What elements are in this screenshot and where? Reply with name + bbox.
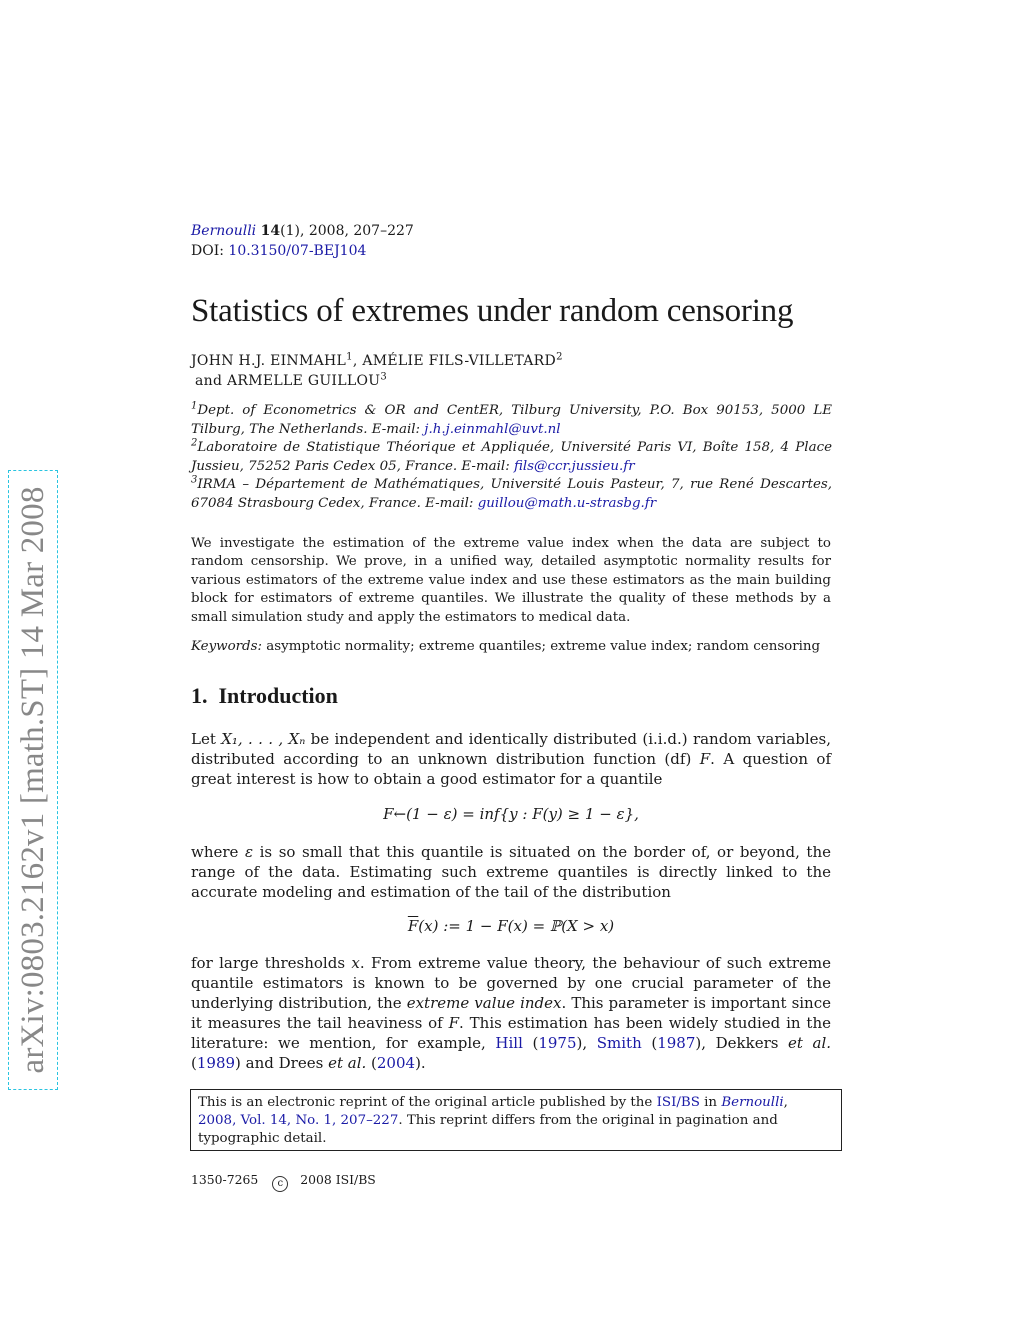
affiliation-sup: 1 (191, 400, 198, 412)
math: X₁, . . . , Xₙ (221, 730, 306, 748)
journal-link[interactable]: Bernoulli (191, 223, 257, 239)
citation-link[interactable]: 1987 (657, 1034, 696, 1052)
equation-tail (191, 916, 831, 936)
math-fbar: $\overline{F}$ (407, 917, 419, 935)
reprint-notice: This is an electronic reprint of the original article published by the ISI/BS in Bernoulli, 2008, Vol. 14, No. 1, 207–227. This reprint differs from the original in pagination and typographic detail. (190, 1089, 842, 1151)
affiliation-3 (191, 476, 832, 513)
affiliation-text: IRMA – Département de Mathématiques, Université Louis Pasteur, 7, rue René Descartes, 67084 Strasbourg Cedex, France. E-mail: (191, 477, 832, 511)
author-and: and (195, 373, 227, 389)
citation-link[interactable]: 1989 (196, 1054, 236, 1072)
email-link[interactable]: fils@ccr.jussieu.fr (513, 458, 635, 474)
journal-volume: 14 (260, 223, 281, 239)
abstract: We investigate the estimation of the extreme value index when the data are subject to random censorship. We prove, in a unified way, detailed asymptotic normality results for various estimators of the extreme value index and use these estimators as the main building block for estimators of extreme quantiles. We illustrate the quality of these methods by a small simulation study and apply the estimators to medical data. (191, 536, 831, 625)
section-title: Introduction (218, 683, 338, 708)
citation-link[interactable]: 1975 (538, 1034, 577, 1052)
copyright-text: 2008 ISI/BS (300, 1172, 376, 1187)
text: in (699, 1095, 722, 1110)
text: . This parameter is important since it measures the tail heaviness of (191, 994, 831, 1032)
keywords (191, 638, 820, 656)
text: Let (191, 730, 222, 748)
affiliation-sup: 2 (191, 437, 198, 449)
citation-link[interactable]: 2004 (376, 1054, 416, 1072)
journal-citation (191, 222, 414, 241)
section-number: 1. (191, 683, 208, 708)
authors-line-2 (195, 373, 387, 389)
author-einmahl: JOHN H.J. EINMAHL (191, 353, 347, 369)
journal-link[interactable]: Bernoulli (721, 1095, 784, 1110)
author-sup-3: 3 (380, 371, 388, 383)
author-sup-1: 1 (346, 351, 353, 363)
email-link[interactable]: j.h.j.einmahl@uvt.nl (424, 421, 561, 437)
equation-quantile: F←(1 − ε) = inf{y : F(y) ≥ 1 − ε}, (383, 805, 639, 823)
math: (x) := 1 − F(x) = ℙ(X > x) (418, 917, 615, 935)
author-sup-2: 2 (556, 351, 563, 363)
paragraph-1 (191, 729, 831, 789)
issn: 1350-7265 (191, 1172, 259, 1187)
emphasis: et al. (328, 1054, 367, 1072)
affiliation-2 (191, 439, 832, 476)
math: F (699, 750, 711, 768)
doi-label: DOI: (191, 243, 224, 259)
paragraph-3: for large thresholds x. From extreme value theory, the behaviour of such extreme quantile estimators is known to be governed by one crucial parameter of the underlying distribution, the extreme value index. This parameter is important since it measures the tail heaviness of F. This estimation has been widely studied in the literature: we mention, for example, Hill (1975), Smith (1987), Dekkers et al. (1989) and Drees et al. (2004). (191, 954, 832, 1072)
text: . This estimation has been widely studied in the literature: we mention, for example, (191, 1014, 832, 1052)
affiliation-1 (191, 402, 832, 439)
affiliation-text: Dept. of Econometrics & OR and CentER, Tilburg University, P.O. Box 90153, 5000 LE Tilburg, The Netherlands. E-mail: (191, 403, 832, 437)
text: for large thresholds (191, 954, 352, 972)
affiliation-text: Laboratoire de Statistique Théorique et Appliquée, Université Paris VI, Boîte 158, 4 Place Jussieu, 75252 Paris Cedex 05, France. E-mail: (191, 440, 832, 474)
math: x (351, 954, 360, 972)
author-fils-villetard: AMÉLIE FILS-VILLETARD (362, 353, 557, 369)
email-link[interactable]: guillou@math.u-strasbg.fr (477, 495, 657, 511)
citation-link[interactable]: Hill (495, 1034, 523, 1052)
emphasis: extreme value index (406, 994, 562, 1012)
text: This is an electronic reprint of the original article published by the (198, 1095, 657, 1110)
doi-line (191, 242, 366, 261)
journal-issue-pages: (1), 2008, 207–227 (280, 223, 414, 239)
affiliation-sup: 3 (191, 474, 198, 486)
section-heading (191, 683, 338, 709)
text: be independent and identically distributed (i.i.d.) random variables, distributed according to an unknown distribution function (df) (191, 730, 831, 768)
author-separator: , (352, 353, 363, 369)
keywords-label: Keywords: (191, 639, 263, 654)
text: . This reprint differs from the original in pagination and typographic detail. (198, 1113, 778, 1146)
author-guillou: ARMELLE GUILLOU (226, 373, 381, 389)
text: is so small that this quantile is situated on the border of, or beyond, the range of the data. Estimating such extreme quantiles is directly linked to the accurate modeling and estimation of the tail of the distribution (191, 843, 831, 901)
emphasis: et al. (788, 1034, 832, 1052)
copyright-line (191, 1172, 376, 1192)
copyright-icon: c (272, 1176, 288, 1192)
text: and Drees (240, 1054, 329, 1072)
doi-link[interactable]: 10.3150/07-BEJ104 (228, 243, 367, 259)
text: where (191, 843, 245, 861)
paragraph-2 (191, 842, 831, 902)
publisher-link[interactable]: ISI/BS (656, 1095, 700, 1110)
text: . From extreme value theory, the behaviour of such extreme quantile estimators is known to be governed by one crucial parameter of the underlying distribution, the (191, 954, 832, 1012)
math: F (448, 1014, 460, 1032)
article-ref-link[interactable]: 2008, Vol. 14, No. 1, 207–227 (198, 1113, 399, 1128)
paper-title: Statistics of extremes under random censoring (191, 293, 794, 329)
text: Dekkers (715, 1034, 789, 1052)
arxiv-stamp: arXiv:0803.2162v1 [math.ST] 14 Mar 2008 (8, 470, 58, 1090)
citation-link[interactable]: Smith (596, 1034, 642, 1052)
text: . A question of great interest is how to obtain a good estimator for a quantile (191, 750, 831, 788)
authors-line-1 (191, 353, 563, 369)
keywords-text: asymptotic normality; extreme quantiles; extreme value index; random censoring (262, 639, 821, 654)
math: ε (245, 843, 254, 861)
